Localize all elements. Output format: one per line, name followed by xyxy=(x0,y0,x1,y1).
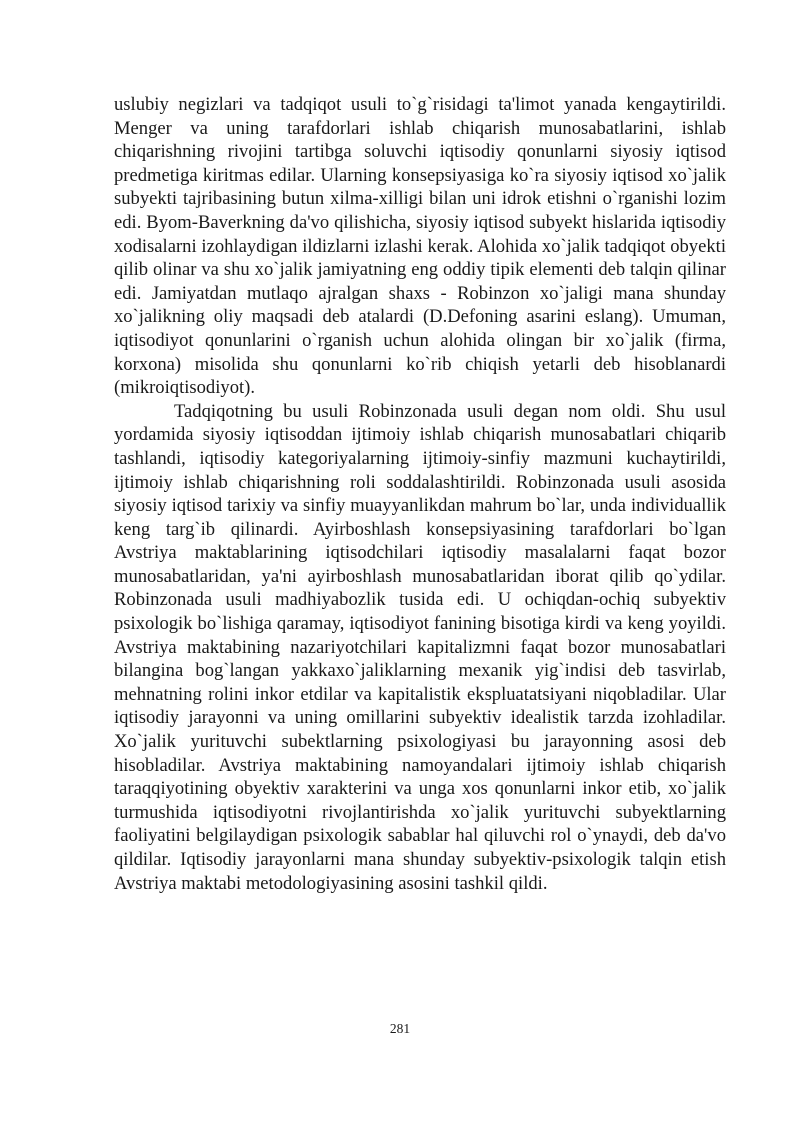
page-number: 281 xyxy=(389,1021,411,1036)
paragraph-robinzonada: Tadqiqotning bu usuli Robinzonada usuli degan nom oldi. Shu usul yordamida siyosiy iqtisoddan ijtimoiy ishlab chiqarish munosabatlari chiqarib tashlandi, iqtisodiy kategoriyalarning ijtimoiy-sinfiy mazmuni kuchaytirildi, ijtimoiy ishlab chiqarishning roli soddalashtirildi. Robinzonada usuli asosida siyosiy iqtisod tarixiy va sinfiy muayyanlikdan mahrum bo`lar, unda individuallik keng targ`ib qilinardi. Ayirboshlash konsepsiyasining tarafdorlari bo`lgan Avstriya maktablarining iqtisodchilari iqtisodiy masalalarni faqat bozor munosabatlaridan, ya'ni ayirboshlash munosabatlaridan iborat qilib qo`ydilar. Robinzonada usuli madhiyabozlik tusida edi. U ochiqdan-ochiq subyektiv psixologik bo`lishiga qaramay, iqtisodiyot fanining bisotiga kirdi va keng yoyildi. Avstriya maktabining nazariyotchilari kapitalizmni faqat bozor munosabatlari bilangina bog`langan yakkaxo`jaliklarning mexanik yig`indisi deb tasvirlab, mehnatning rolini inkor etdilar va kapitalistik ekspluatatsiyani niqobladilar. Ular iqtisodiy jarayonni va uning omillarini subyektiv idealistik tarzda izohladilar. Xo`jalik yurituvchi subektlarning psixologiyasi bu jarayonning asosi deb hisobladilar. Avstriya maktabining namoyandalari ijtimoiy ishlab chiqarish taraqqiyotining obyektiv xarakterini va unga xos qonunlarni inkor etib, xo`jalik turmushida iqtisodiyotni rivojlantirishda xo`jalik yurituvchi subyektlarning faoliyatini belgilaydigan psixologik sabablar hal qiluvchi rol o`ynaydi, deb da'vo qildilar. Iqtisodiy jarayonlarni mana shunday subyektiv-psixologik talqin etish Avstriya maktabi metodologiyasining asosini tashkil qildi. xyxy=(114,400,726,894)
body-text xyxy=(114,93,726,895)
paragraph-continued: uslubiy negizlari va tadqiqot usuli to`g`risidagi ta'limot yanada kengaytirildi. Menger va uning tarafdorlari ishlab chiqarish munosabatlarini, ishlab chiqarishning rivojini tartibga soluvchi iqtisodiy qonunlarni siyosiy iqtisod predmetiga kiritmas edilar. Ularning konsepsiyasiga ko`ra siyosiy iqtisod xo`jalik subyekti tajribasining butun xilma-xilligi bilan uni idrok etishni o`rganishi lozim edi. Byom-Baverkning da'vo qilishicha, siyosiy iqtisod subyekt hislarida iqtisodiy xodisalarni izohlaydigan ildizlarni izlashi kerak. Alohida xo`jalik tadqiqot obyekti qilib olinar va shu xo`jalik jamiyatning eng oddiy tipik elementi deb talqin qilinar edi. Jamiyatdan mutlaqo ajralgan shaxs - Robinzon xo`jaligi mana shunday xo`jalikning oliy maqsadi deb atalardi (D.Defoning asarini eslang). Umuman, iqtisodiyot qonunlarini o`rganish uchun alohida olingan bir xo`jalik (firma, korxona) misolida shu qonunlarni ko`rib chiqish yetarli deb hisoblanardi (mikroiqtisodiyot). xyxy=(114,94,726,399)
